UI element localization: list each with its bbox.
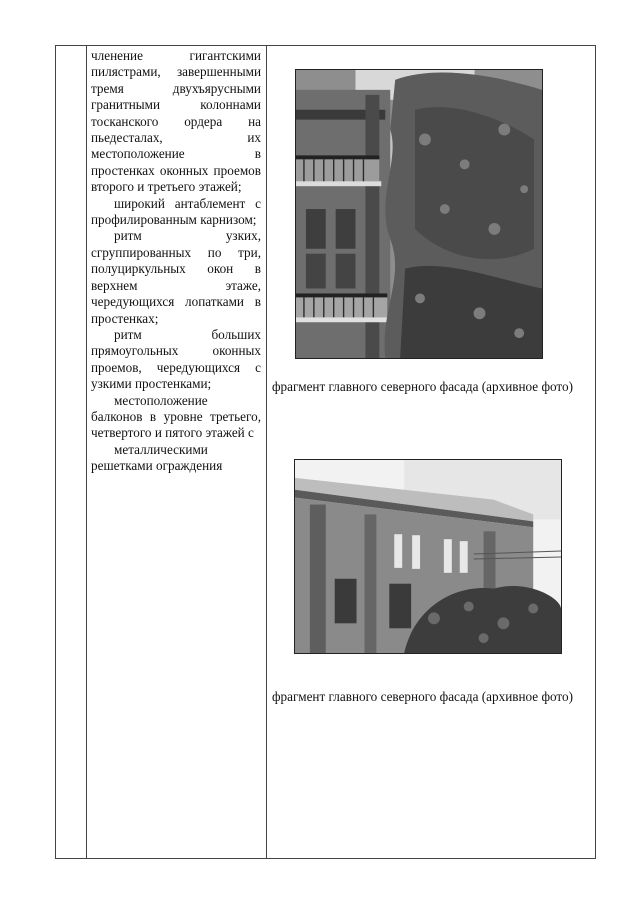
description-column xyxy=(87,46,267,858)
description-paragraph: членение гигантскими пилястрами, завершенными тремя двухъярусными гранитными колоннами тосканского ордера на пьедесталах, их местоположение в простенках оконных проемов второго и третьего этажей; xyxy=(91,48,261,195)
description-paragraph: ритм узких, сгруппированных по три, полуциркульных окон в верхнем этаже, чередующихся лопатками в простенках; xyxy=(91,228,261,326)
facade-photo-2 xyxy=(294,459,562,654)
photo-caption-2: фрагмент главного северного фасада (архивное фото) xyxy=(272,689,573,704)
description-paragraph: металлическими решетками ограждения xyxy=(91,441,223,474)
photo-column xyxy=(267,46,595,858)
description-paragraph: широкий антаблемент с профилированным карнизом; xyxy=(91,195,261,228)
photo-caption-1: фрагмент главного северного фасада (архивное фото) xyxy=(272,379,573,394)
document-table xyxy=(55,45,596,859)
description-paragraph: ритм больших прямоугольных оконных проемов, чередующихся с узкими простенками; xyxy=(91,326,261,392)
description-paragraph: местоположение балконов в уровне третьего, четвертого и пятого этажей с xyxy=(91,392,261,441)
facade-photo-1 xyxy=(295,69,543,359)
number-column xyxy=(56,46,87,858)
